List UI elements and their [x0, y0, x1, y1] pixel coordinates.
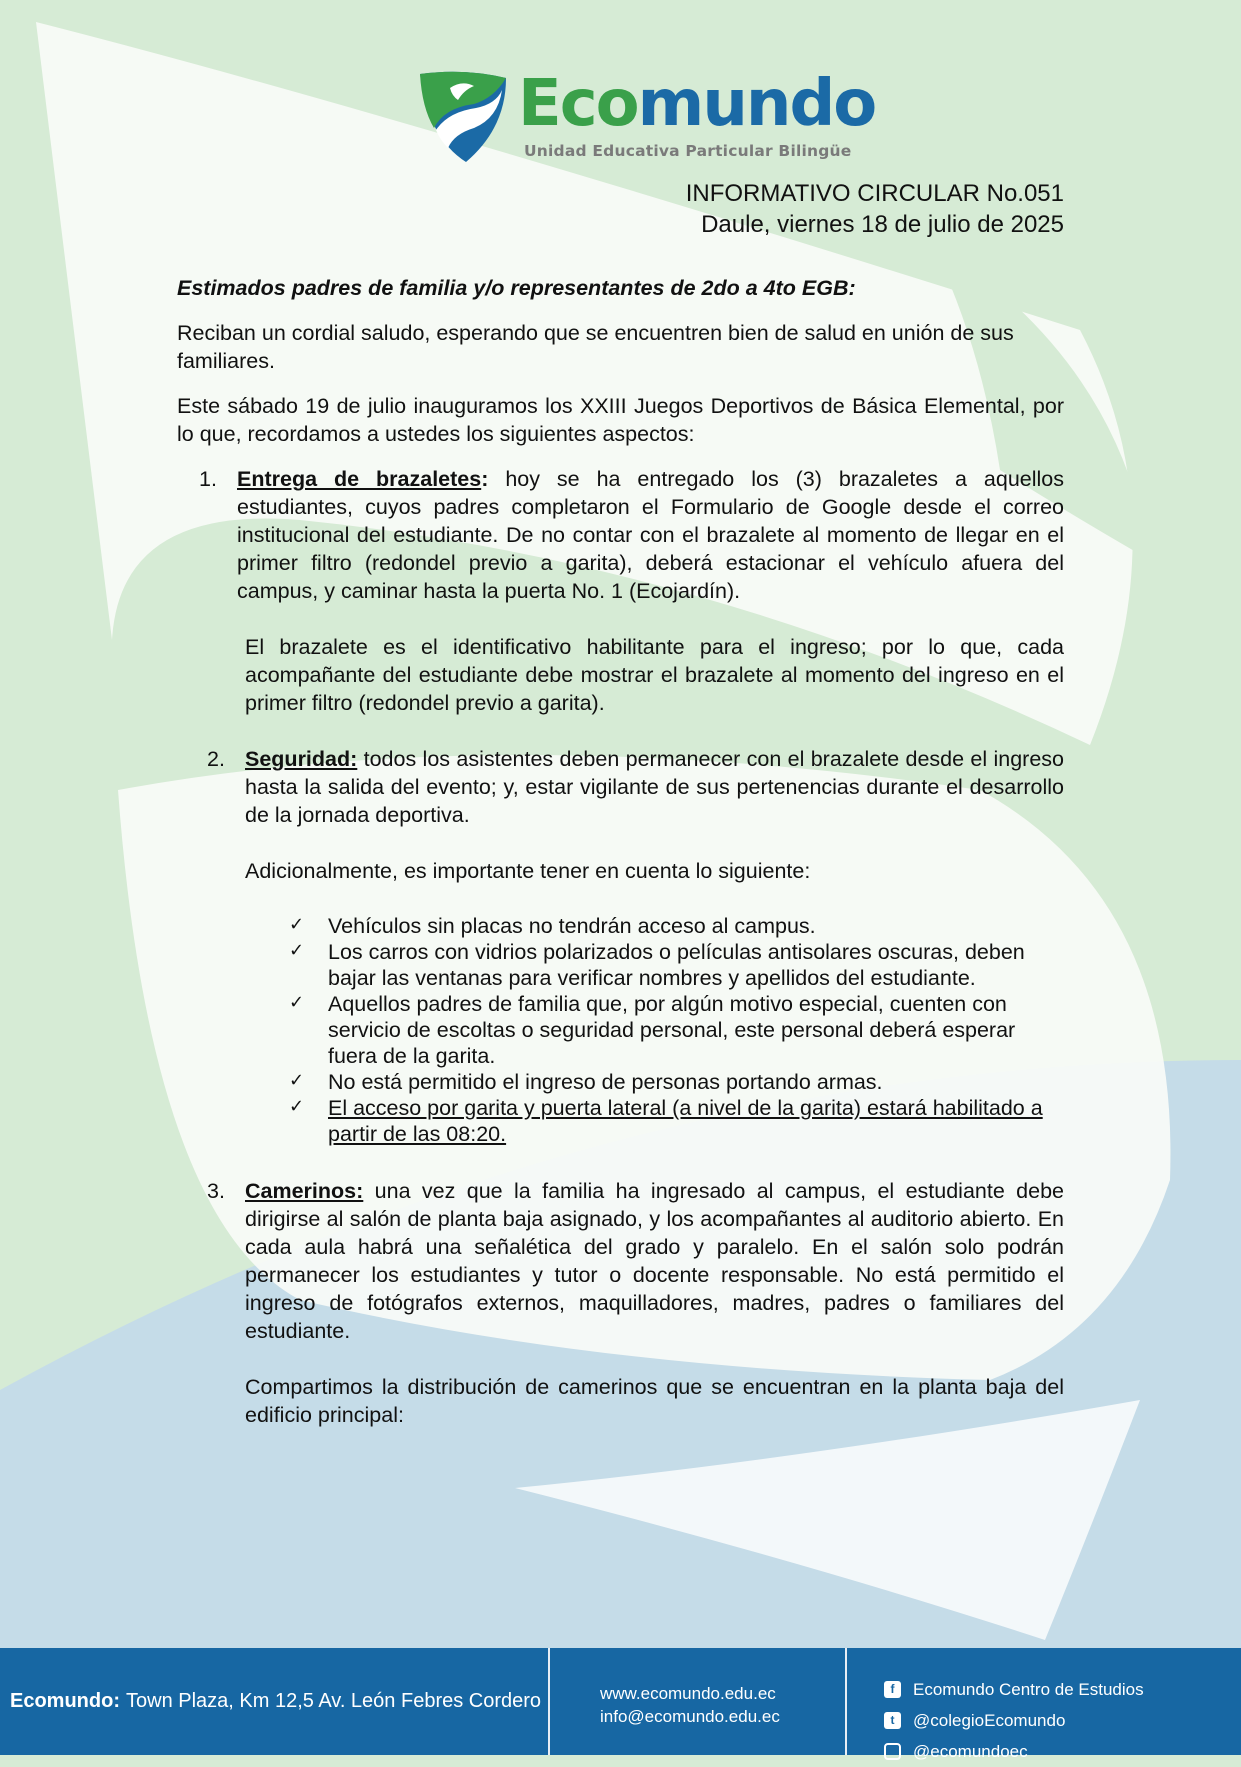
facebook-link[interactable]: f Ecomundo Centro de Estudios	[884, 1674, 1144, 1705]
footer-divider	[845, 1648, 847, 1755]
item-text: Camerinos: una vez que la familia ha ingresado al campus, el estudiante debe dirigirse al salón de planta baja asignado, y los acompañantes al auditorio abierto. En cada aula habrá una señalética del grado y paralelo. En el salón solo podrán permanecer los estudiantes y tutor o docente responsable. No está permitido el ingreso de fotógrafos externos, maquilladores, madres, padres o familiares del estudiante.	[245, 1179, 1064, 1343]
instagram-link[interactable]: @ecomundoec	[884, 1736, 1144, 1767]
circular-header	[686, 178, 1064, 240]
checkmark-icon: ✓	[289, 940, 305, 961]
letter-body	[177, 274, 1064, 1429]
item-text: Seguridad: todos los asistentes deben permanecer con el brazalete desde el ingreso hasta la salida del evento; y, estar vigilante de sus pertenencias durante el desarrollo de la jornada deportiva.	[245, 747, 1064, 827]
item-paragraph: Adicionalmente, es importante tener en cuenta lo siguiente:	[245, 859, 811, 883]
email-link[interactable]: info@ecomundo.edu.ec	[600, 1707, 780, 1726]
item-text: Entrega de brazaletes: hoy se ha entregado los (3) brazaletes a aquellos estudiantes, cuyos padres completaron el Formulario de Google desde el correo institucional del estudiante. De no contar con el brazalete al momento de llegar en el primer filtro (redondel previo a garita), deberá estacionar el vehículo afuera del campus, y caminar hasta la puerta No. 1 (Ecojardín).	[237, 467, 1064, 603]
footer	[0, 1648, 1241, 1761]
footer-address: Ecomundo: Town Plaza, Km 12,5 Av. León Febres Cordero	[10, 1690, 542, 1712]
item-number: 2.	[207, 747, 225, 771]
checkmark-icon: ✓	[289, 992, 305, 1013]
footer-contact	[600, 1682, 780, 1728]
circular-number: INFORMATIVO CIRCULAR No.051	[685, 180, 1064, 207]
checkmark-icon: ✓	[289, 914, 305, 935]
intro-paragraph: Reciban un cordial saludo, esperando que se encuentren bien de salud en unión de sus familiares.	[177, 321, 1014, 373]
facebook-icon: f	[884, 1681, 901, 1698]
item-number: 3.	[207, 1179, 225, 1203]
shield-logo-icon	[414, 68, 512, 166]
announcement-paragraph: Este sábado 19 de julio inauguramos los XXIII Juegos Deportivos de Básica Elemental, por lo que, recordamos a ustedes los siguientes aspectos:	[177, 394, 1064, 446]
item-keyword: Seguridad:	[245, 747, 358, 771]
checkmark-icon: ✓	[289, 1070, 305, 1091]
checkmark-icon: ✓	[289, 1096, 305, 1117]
item-number: 1.	[199, 467, 217, 491]
item-security	[177, 745, 1064, 1147]
item-keyword: Entrega de brazaletes	[237, 467, 482, 491]
twitter-icon: t	[884, 1712, 901, 1729]
checklist-item: ✓ No está permitido el ingreso de personas portando armas.	[289, 1070, 883, 1094]
ecomundo-logo	[414, 67, 876, 168]
checklist-item: ✓ El acceso por garita y puerta lateral (a nivel de la garita) estará habilitado a partir de las 08:20.	[289, 1096, 1043, 1146]
checklist-item: ✓ Los carros con vidrios polarizados o películas antisolares oscuras, deben bajar las ventanas para verificar nombres y apellidos del estudiante.	[289, 940, 1025, 990]
item-keyword: Camerinos:	[245, 1179, 364, 1203]
item-paragraph: Compartimos la distribución de camerinos que se encuentran en la planta baja del edificio principal:	[245, 1375, 1064, 1427]
item-bracelets	[177, 465, 1064, 717]
security-checklist	[177, 913, 1064, 1147]
circular-date: Daule, viernes 18 de julio de 2025	[701, 211, 1064, 238]
website-link[interactable]: www.ecomundo.edu.ec	[600, 1684, 776, 1703]
instagram-icon	[884, 1743, 901, 1760]
footer-social	[884, 1674, 1144, 1767]
logo-wordmark: Ecomundo	[518, 67, 876, 141]
footer-divider	[548, 1648, 550, 1755]
item-dressing-rooms	[177, 1177, 1064, 1429]
checklist-item: ✓ Vehículos sin placas no tendrán acceso al campus.	[289, 914, 816, 938]
logo-subtitle: Unidad Educativa Particular Bilingüe	[524, 142, 852, 160]
salutation: Estimados padres de familia y/o representantes de 2do a 4to EGB:	[177, 276, 856, 300]
item-paragraph: El brazalete es el identificativo habilitante para el ingreso; por lo que, cada acompañante del estudiante debe mostrar el brazalete al momento del ingreso en el primer filtro (redondel previo a garita).	[245, 635, 1064, 715]
twitter-link[interactable]: t @colegioEcomundo	[884, 1705, 1144, 1736]
checklist-item: ✓ Aquellos padres de familia que, por algún motivo especial, cuenten con servicio de escoltas o seguridad personal, este personal deberá esperar fuera de la garita.	[289, 992, 1016, 1068]
